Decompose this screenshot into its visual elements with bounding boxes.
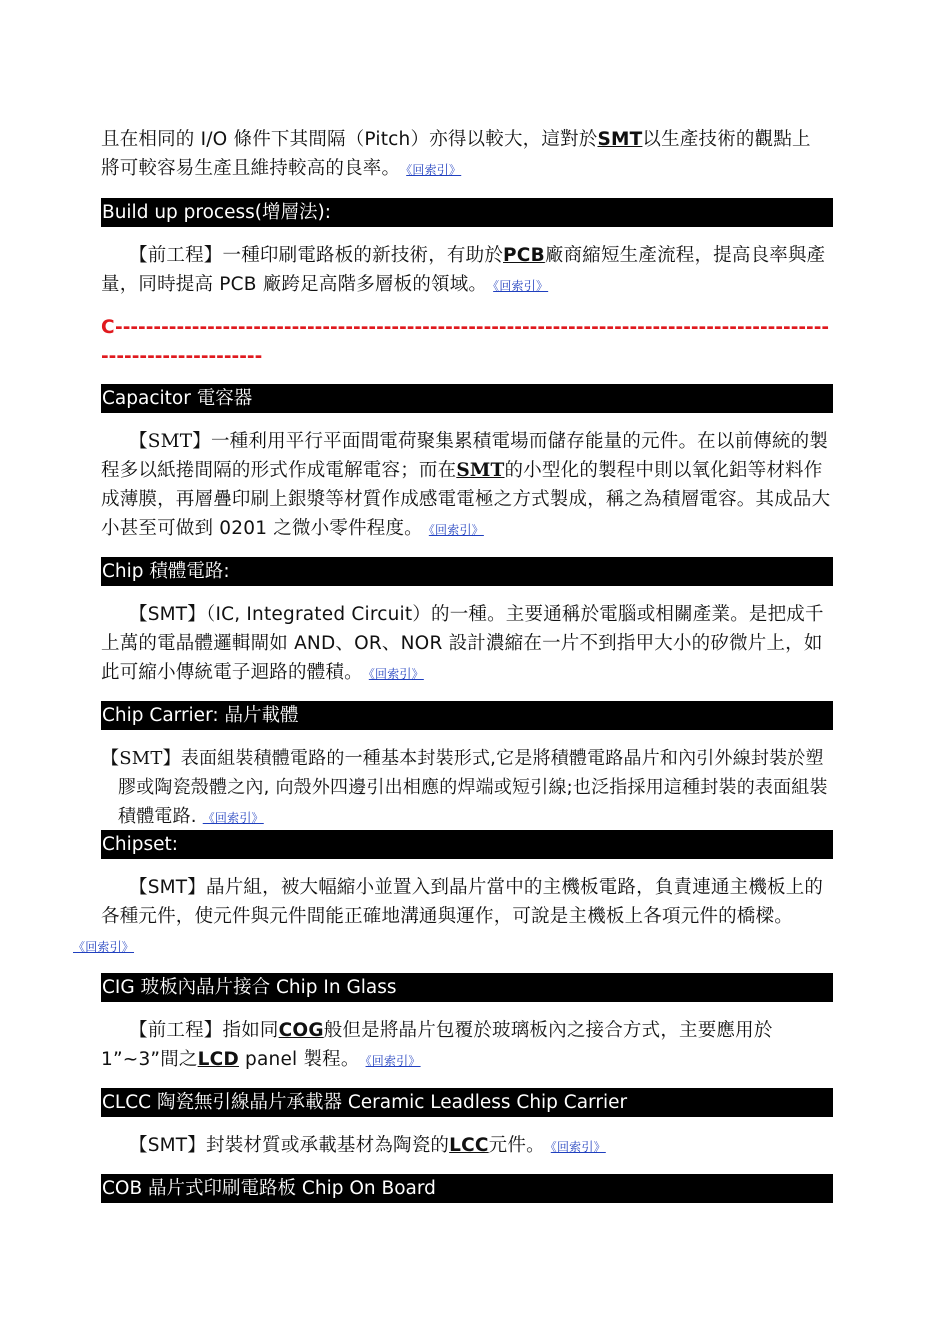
back-to-index-link[interactable]: 《回索引》	[550, 1140, 606, 1154]
letter-separator-c: C------------------------------------------------------------------------------------------------------------------	[101, 317, 830, 367]
term-link-pcb[interactable]: PCB	[503, 245, 545, 266]
intro-text-tail: 以生產技術的觀點上	[642, 129, 811, 150]
term-link-lcd[interactable]: LCD	[197, 1049, 239, 1070]
section-heading-cob: COB 晶片式印刷電路板 Chip On Board	[101, 1174, 833, 1203]
category-tag: 【SMT】	[129, 431, 211, 452]
section-body-clcc: 【SMT】封裝材質或承載基材為陶瓷的LCC元件。 《回索引》	[129, 1135, 606, 1156]
section-heading-cig: CIG 玻板內晶片接合 Chip In Glass	[101, 973, 833, 1002]
back-to-index-link[interactable]: 《回索引》	[365, 1054, 421, 1068]
section-body-cig: 【前工程】指如同COG般但是將晶片包覆於玻璃板內之接合方式，主要應用於1”~3”間之LCD panel 製程。 《回索引》	[101, 1020, 773, 1070]
intro-text-2: 將可較容易生產且維持較高的良率。	[101, 158, 401, 179]
category-tag: 【前工程】	[129, 1020, 223, 1041]
back-to-index-link[interactable]: 《回索引》	[202, 811, 264, 825]
term-link-cog[interactable]: COG	[278, 1020, 324, 1041]
term-link-smt[interactable]: SMT	[597, 129, 643, 150]
section-body-chipset: 【SMT】晶片組，被大幅縮小並置入到晶片當中的主機板電路，負責連通主機板上的各種元件，使元件與元件間能正確地溝通與運作，可說是主機板上各項元件的橋樑。 《回索引》	[73, 877, 824, 954]
term-link-lcc[interactable]: LCC	[449, 1135, 489, 1156]
category-tag: 【SMT】	[129, 877, 207, 898]
category-tag: 【SMT】	[101, 748, 181, 769]
section-heading-chip-carrier: Chip Carrier: 晶片載體	[101, 701, 833, 730]
category-tag: 【前工程】	[129, 245, 223, 266]
section-heading-clcc: CLCC 陶瓷無引線晶片承載器 Ceramic Leadless Chip Carrier	[101, 1088, 833, 1117]
category-tag: 【SMT】	[129, 604, 207, 625]
back-to-index-link[interactable]: 《回索引》	[368, 667, 424, 681]
intro-text: 且在相同的 I/O 條件下其間隔（Pitch）亦得以較大，這對於	[101, 129, 598, 150]
section-heading-chipset: Chipset:	[101, 830, 833, 859]
section-body-chip: 【SMT】（IC, Integrated Circuit）的一種。主要通稱於電腦或相關產業。是把成千上萬的電晶體邏輯閘如 AND、OR、NOR 設計濃縮在一片不到指甲大小的矽微片上，如此可縮小傳統電子迴路的體積。 《回索引》	[101, 604, 824, 683]
section-body-chip-carrier: 【SMT】表面組裝積體電路的一種基本封裝形式,它是將積體電路晶片和內引外線封裝於塑膠或陶瓷殼體之內, 向殼外四邊引出相應的焊端或短引線;也泛指採用這種封裝的表面組裝積體電路. 《回索引》	[101, 748, 828, 827]
back-to-index-link[interactable]: 《回索引》	[406, 163, 462, 177]
section-heading-chip: Chip 積體電路:	[101, 557, 833, 586]
section-heading-build-up: Build up process(增層法):	[101, 198, 833, 227]
back-to-index-link[interactable]: 《回索引》	[428, 523, 484, 537]
section-body-capacitor: 【SMT】一種利用平行平面間電荷聚集累積電場而儲存能量的元件。在以前傳統的製程多以紙捲間隔的形式作成電解電容；而在SMT的小型化的製程中則以氧化鋁等材料作成薄膜，再層疊印刷上銀漿等材質作成感電電極之方式製成，稱之為積層電容。其成品大小甚至可做到 0201 之微小零件程度。 《回索引》	[101, 431, 831, 539]
section-body-build-up: 【前工程】一種印刷電路板的新技術，有助於PCB廠商縮短生產流程，提高良率與產量，同時提高 PCB 廠跨足高階多層板的領域。 《回索引》	[101, 245, 826, 295]
term-link-smt[interactable]: SMT	[456, 460, 505, 481]
back-to-index-link[interactable]: 《回索引》	[73, 940, 135, 954]
section-heading-capacitor: Capacitor 電容器	[101, 384, 833, 413]
category-tag: 【SMT】	[129, 1135, 207, 1156]
back-to-index-link[interactable]: 《回索引》	[493, 279, 549, 293]
intro-paragraph	[101, 125, 833, 185]
